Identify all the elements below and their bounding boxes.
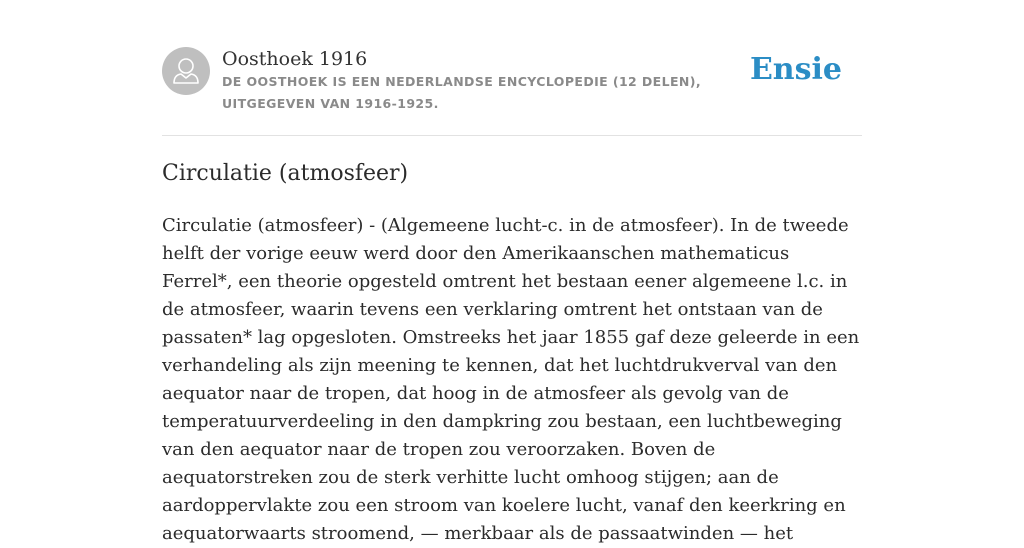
source-name-link[interactable]: Oosthoek 1916 <box>222 48 368 70</box>
article-title: Circulatie (atmosfeer) <box>162 161 409 186</box>
source-header <box>162 47 862 117</box>
article-body: Circulatie (atmosfeer) - (Algemeene lucht-c. in de atmosfeer). In de tweede helft der vorige eeuw werd door den Amerikaanschen mathematicus Ferrel*, een theorie opgesteld omtrent het bestaan eener algemeene l.c. in de atmosfeer, waarin tevens een verklaring omtrent het ontstaan van de passaten* lag opgesloten. Omstreeks het jaar 1855 gaf deze geleerde in een verhandeling als zijn meening te kennen, dat het luchtdrukverval van den aequator naar de tropen, dat hoog in de atmosfeer als gevolg van de temperatuurverdeeling in den dampkring zou bestaan, een luchtbeweging van den aequator naar de tropen zou veroorzaken. Boven de aequatorstreken zou de sterk verhitte lucht omhoog stijgen; aan de aardoppervlakte zou een stroom van koelere lucht, vanaf den keerkring en aequatorwaarts stroomend, — merkbaar als de passaatwinden — het <box>162 215 860 544</box>
divider <box>162 135 862 136</box>
user-avatar-icon <box>162 47 210 95</box>
source-description: DE OOSTHOEK IS EEN NEDERLANDSE ENCYCLOPEDIE (12 DELEN), UITGEGEVEN VAN 1916-1925. <box>222 74 702 111</box>
brand-logo[interactable]: Ensie <box>749 52 842 87</box>
avatar[interactable] <box>162 47 210 95</box>
